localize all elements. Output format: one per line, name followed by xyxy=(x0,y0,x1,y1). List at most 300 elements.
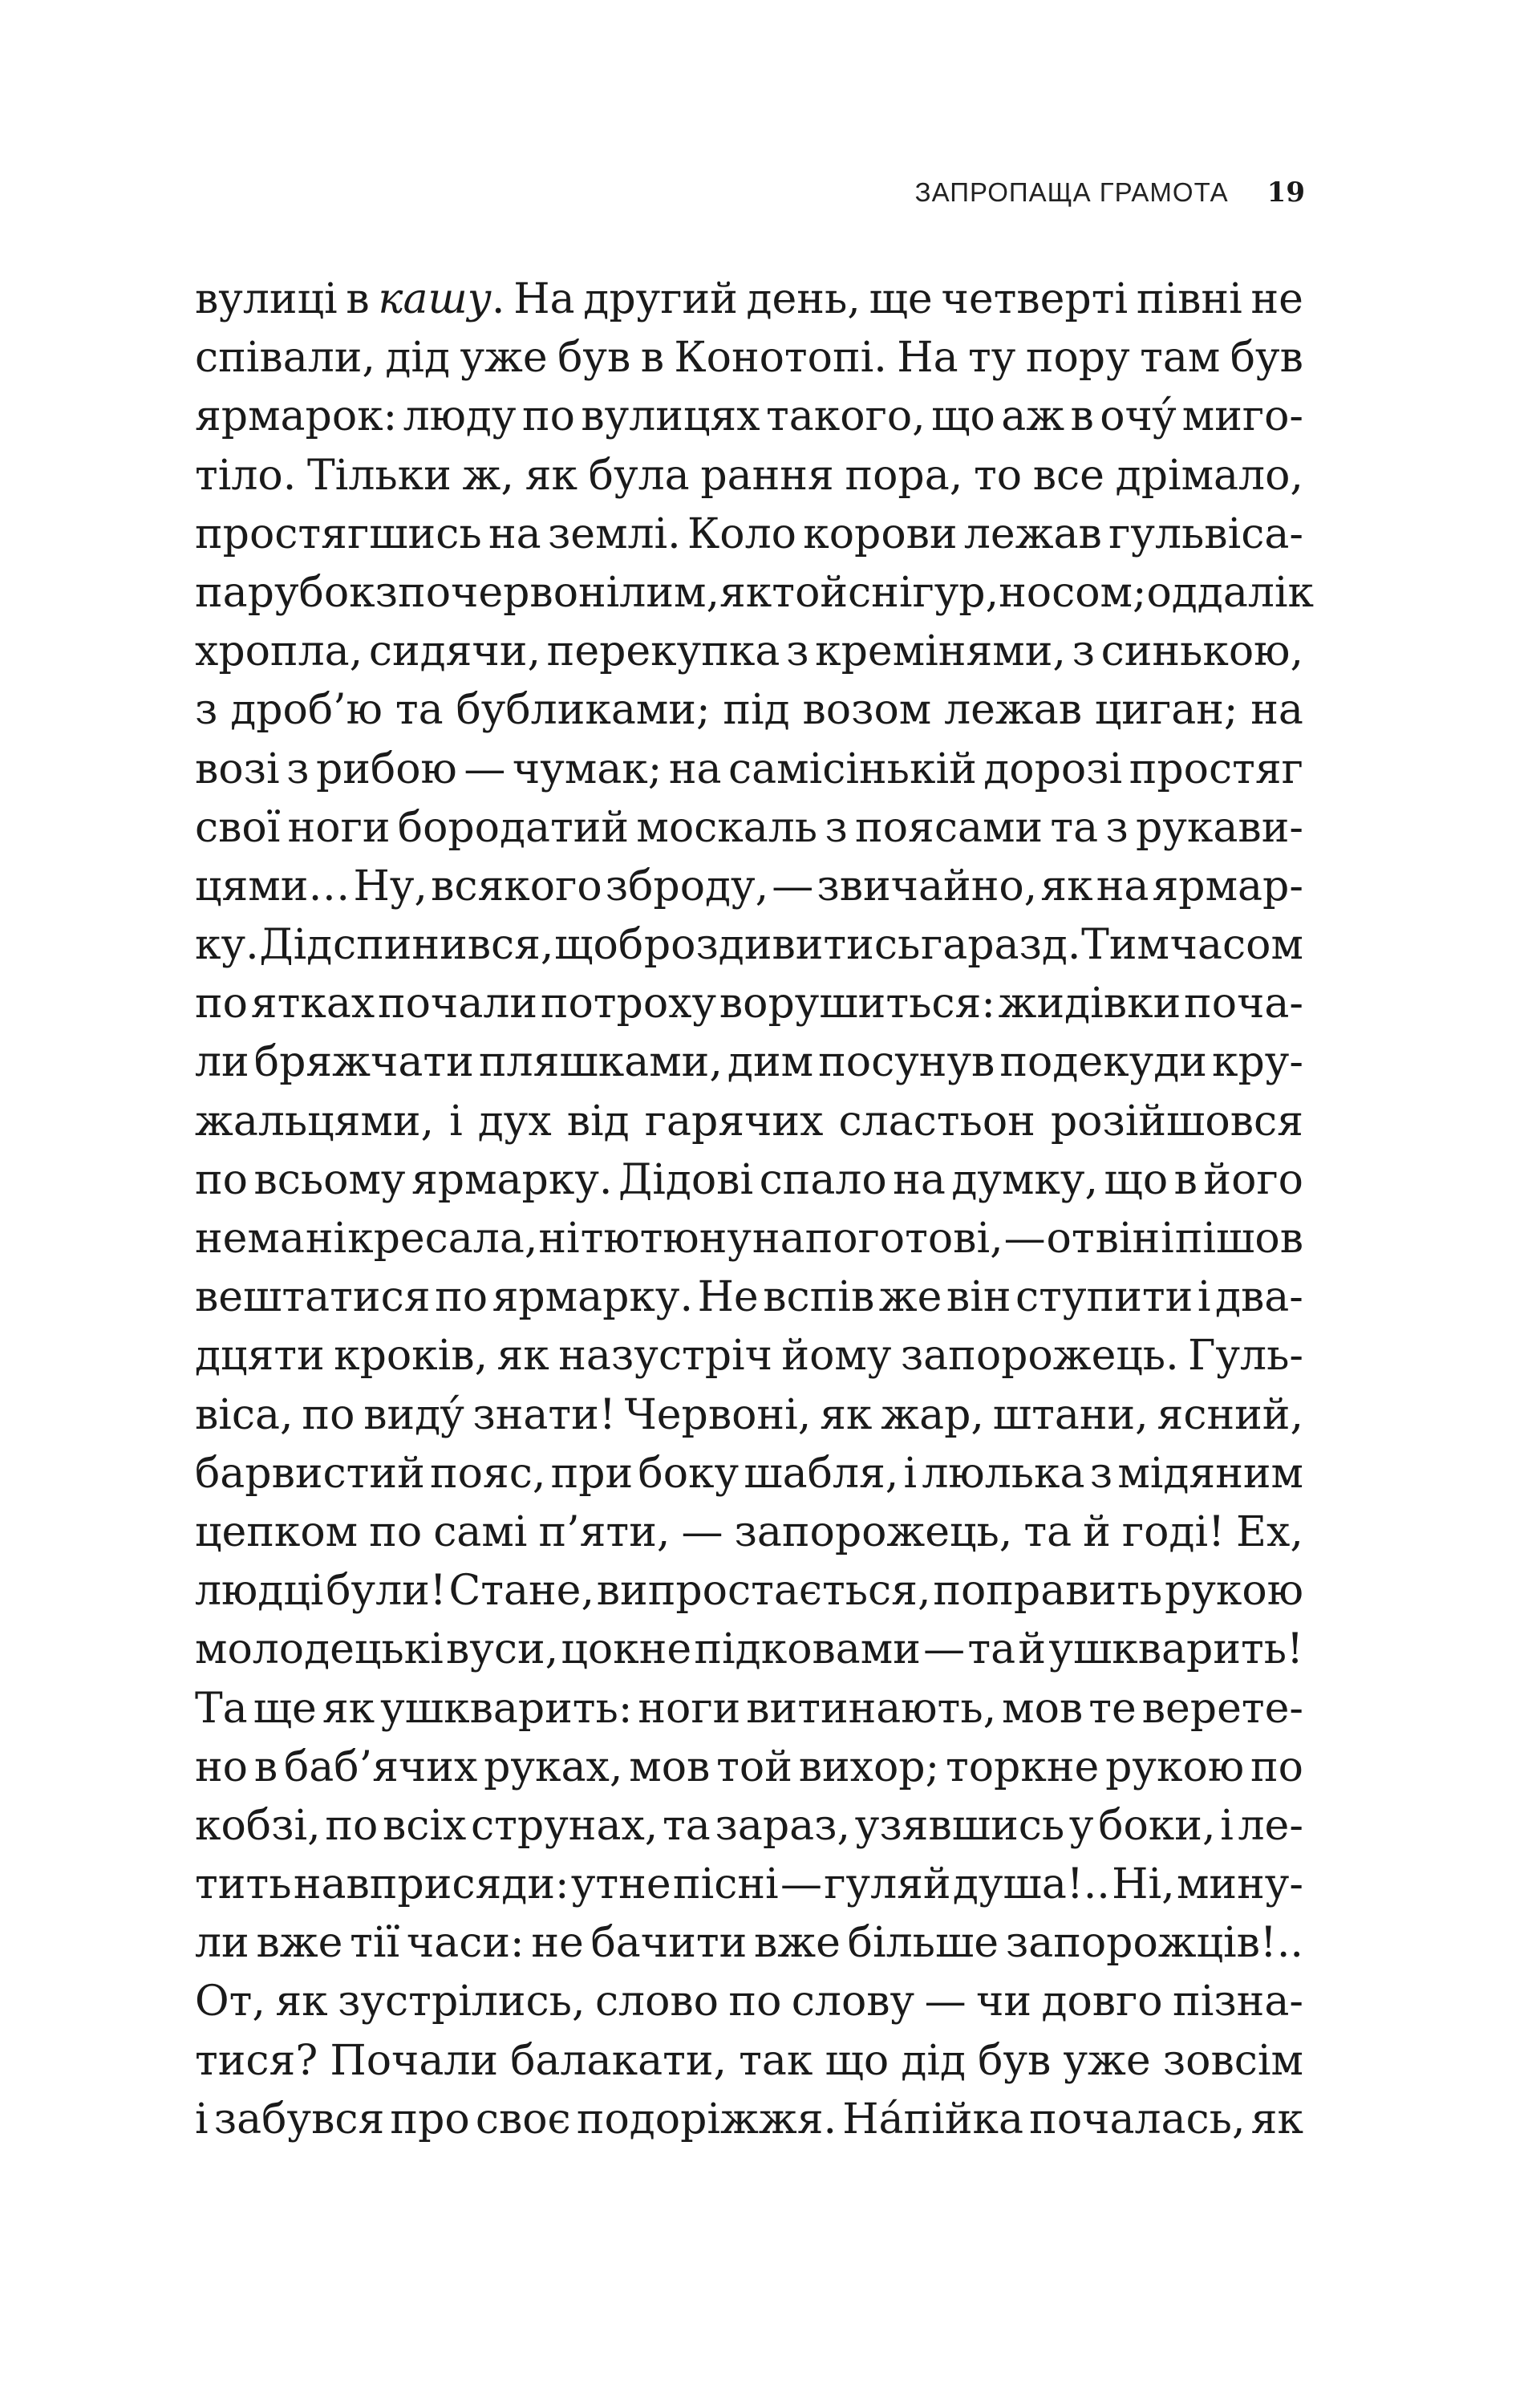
word: віса, xyxy=(195,1390,294,1439)
word: були! xyxy=(326,1567,447,1616)
word: Червоні, xyxy=(624,1390,812,1439)
word: людці xyxy=(195,1567,324,1616)
text-line xyxy=(195,1738,1303,1797)
word: рукою xyxy=(1105,1742,1245,1791)
word: з xyxy=(1105,803,1129,852)
word: ноги xyxy=(287,803,391,852)
text-line xyxy=(195,681,1303,740)
word: той xyxy=(716,1742,792,1791)
word: дорозі xyxy=(983,744,1123,793)
text-line xyxy=(195,1445,1303,1503)
word: дід xyxy=(385,334,451,383)
word: струнах, xyxy=(471,1801,659,1850)
word: ятках xyxy=(250,980,375,1028)
word: і xyxy=(195,2095,209,2144)
word: Коло xyxy=(687,509,796,558)
word: слову xyxy=(791,1977,915,2026)
word: снігур, xyxy=(848,568,999,617)
word: вспів xyxy=(763,1273,875,1322)
word: жальцями, xyxy=(195,1097,435,1146)
word: пізна- xyxy=(1173,1977,1303,2026)
word: два- xyxy=(1215,1273,1303,1322)
word: про xyxy=(390,2095,470,2144)
word: навприсяди: xyxy=(293,1860,569,1909)
text-line xyxy=(195,1620,1303,1679)
word: з xyxy=(825,803,848,852)
text-line xyxy=(195,1914,1303,1973)
text-line xyxy=(195,564,1314,623)
word: уже xyxy=(1063,2036,1151,2085)
word: мов xyxy=(1002,1684,1084,1733)
word: і xyxy=(1197,1273,1211,1322)
word: бубликами; xyxy=(456,686,711,735)
word: його xyxy=(1203,1155,1303,1204)
text-line xyxy=(195,1856,1303,1914)
text-line xyxy=(195,1386,1303,1445)
word: возі xyxy=(195,744,280,793)
word: баб’ячих xyxy=(283,1742,478,1791)
word: дух xyxy=(477,1097,552,1146)
word: з xyxy=(375,568,399,617)
word: подекуди xyxy=(999,1038,1207,1087)
word: ворушиться: xyxy=(719,980,995,1028)
word: — xyxy=(924,1977,967,2026)
word: Ех, xyxy=(1236,1507,1303,1556)
word: гуляй xyxy=(824,1860,951,1909)
word: в xyxy=(253,1742,278,1791)
word: гульвіса- xyxy=(1108,509,1303,558)
body-text xyxy=(195,270,1314,2149)
word: під xyxy=(723,686,790,735)
word: півні xyxy=(1136,275,1242,323)
word: що xyxy=(825,2036,890,2085)
word: роздивитись xyxy=(643,921,921,970)
word: миго- xyxy=(1181,392,1303,441)
word: зовсім xyxy=(1162,2036,1303,2085)
word: ще xyxy=(253,1684,317,1733)
word: видý xyxy=(363,1390,464,1439)
word: От, xyxy=(195,1977,265,2026)
word: на xyxy=(1096,862,1149,911)
word: ли xyxy=(195,1038,249,1087)
text-line xyxy=(195,799,1303,858)
word: мідяним xyxy=(1117,1449,1303,1498)
text-line xyxy=(195,447,1303,505)
word: той xyxy=(772,568,849,617)
word: но xyxy=(195,1742,248,1791)
word: парубок xyxy=(195,568,375,617)
word: кроків, xyxy=(334,1332,488,1381)
text-line xyxy=(195,1210,1303,1268)
word: цями… xyxy=(195,862,351,911)
word: бородатий xyxy=(397,803,630,852)
word: знати! xyxy=(472,1390,616,1439)
word: — xyxy=(1003,1215,1046,1263)
word: вештатися xyxy=(195,1273,431,1322)
word: балакати, xyxy=(510,2036,727,2085)
word: нема xyxy=(195,1215,305,1263)
word: як xyxy=(275,1977,328,2026)
word: й xyxy=(1018,1625,1047,1674)
word: ступити xyxy=(1015,1273,1194,1322)
word: ярмарок: xyxy=(195,392,398,441)
word: потроху xyxy=(540,980,717,1028)
word: день, xyxy=(746,275,861,323)
word: що xyxy=(931,392,995,441)
word: на xyxy=(1250,686,1303,735)
text-line xyxy=(195,387,1303,446)
word: землі. xyxy=(547,509,681,558)
word: ясний, xyxy=(1157,1390,1303,1439)
word: Дідові xyxy=(618,1155,754,1204)
word: чумак; xyxy=(512,744,663,793)
word: гарячих xyxy=(644,1097,824,1146)
word: він xyxy=(946,1273,1011,1322)
word: — xyxy=(464,744,506,793)
word: не xyxy=(1250,275,1303,323)
word: мину- xyxy=(1176,1860,1303,1909)
text-line xyxy=(195,916,1303,975)
word: ту xyxy=(968,334,1016,383)
text-line xyxy=(195,1093,1303,1151)
word: та xyxy=(663,1801,711,1850)
word: і xyxy=(1220,1801,1234,1850)
word: там xyxy=(1140,334,1221,383)
word: з xyxy=(786,627,809,676)
word: на xyxy=(488,509,541,558)
word: вулицях xyxy=(581,392,760,441)
word: узявшись xyxy=(854,1801,1065,1850)
word: по xyxy=(369,1507,423,1556)
word: все xyxy=(1032,451,1104,500)
word: підковами xyxy=(694,1625,921,1674)
text-line xyxy=(195,329,1303,387)
word: простягшись xyxy=(195,509,482,558)
word: почалась, xyxy=(1029,2095,1246,2144)
word: думку, xyxy=(951,1155,1099,1204)
word: розійшовся xyxy=(1050,1097,1303,1146)
word: перекупка xyxy=(546,627,780,676)
word: подоріжжя. xyxy=(576,2095,837,2144)
word: самісінькій xyxy=(728,744,977,793)
word: поча- xyxy=(1184,980,1303,1028)
word: четверті xyxy=(941,275,1129,323)
word: вулиці xyxy=(195,275,338,323)
word: Ні, xyxy=(1112,1860,1175,1909)
text-line xyxy=(195,623,1303,681)
word: бряжчати xyxy=(253,1038,474,1087)
text-line xyxy=(195,1033,1303,1092)
text-line xyxy=(195,1503,1303,1562)
word: ку. xyxy=(195,921,259,970)
word: Та xyxy=(195,1684,248,1733)
word: як xyxy=(525,451,578,500)
text-line xyxy=(195,858,1303,916)
word: що xyxy=(1104,1155,1169,1204)
word: почали xyxy=(377,980,538,1028)
word: Тим xyxy=(1081,921,1169,970)
word: — xyxy=(780,1860,822,1909)
word: як xyxy=(1040,862,1093,911)
word: поправить xyxy=(933,1567,1163,1616)
text-line xyxy=(195,1327,1303,1385)
word: кашу. xyxy=(378,275,505,323)
word: всіх xyxy=(382,1801,467,1850)
word: свої xyxy=(195,803,281,852)
word: та xyxy=(1023,1507,1072,1556)
text-line xyxy=(195,1797,1303,1856)
word: був xyxy=(557,334,631,383)
word: боки, xyxy=(1098,1801,1216,1850)
word: ушкварить! xyxy=(1048,1625,1303,1674)
word: гаразд. xyxy=(920,921,1081,970)
word: був xyxy=(1230,334,1303,383)
word: Ну, xyxy=(353,862,428,911)
word: пора, xyxy=(845,451,963,500)
text-line xyxy=(195,2032,1303,2091)
word: ж, xyxy=(462,451,514,500)
word: часом xyxy=(1169,921,1303,970)
word: годі! xyxy=(1121,1507,1225,1556)
word: Конотопі. xyxy=(674,334,887,383)
word: пору xyxy=(1025,334,1130,383)
word: пояс, xyxy=(429,1449,546,1498)
word: чи xyxy=(975,1977,1032,2026)
word: більше xyxy=(847,1919,999,1968)
word: другий xyxy=(583,275,738,323)
word: же xyxy=(878,1273,942,1322)
word: тися? xyxy=(195,2036,318,2085)
word: зараз, xyxy=(715,1801,851,1850)
word: вуси, xyxy=(446,1625,559,1674)
word: верете- xyxy=(1141,1684,1303,1733)
word: по xyxy=(521,392,575,441)
word: слово xyxy=(594,1977,719,2026)
word: лежав xyxy=(944,686,1082,735)
word: самі xyxy=(433,1507,528,1556)
word: Тільки xyxy=(307,451,452,500)
word: дцяти xyxy=(195,1332,325,1381)
word: Стане, xyxy=(448,1567,594,1616)
word: не xyxy=(531,1919,584,1968)
text-line xyxy=(195,1268,1303,1327)
word: по xyxy=(435,1273,488,1322)
running-title: ЗАПРОПАЩА ГРАМОТА xyxy=(914,177,1229,207)
word: молодецькі xyxy=(195,1625,444,1674)
text-line xyxy=(195,1151,1303,1210)
word: в xyxy=(346,275,370,323)
word: співали, xyxy=(195,334,375,383)
text-line xyxy=(195,1680,1303,1738)
word: довго xyxy=(1041,1977,1163,2026)
word: назустріч xyxy=(558,1332,773,1381)
word: вже xyxy=(754,1919,841,1968)
word: кобзі, xyxy=(195,1801,321,1850)
word: уже xyxy=(460,334,548,383)
word: простяг xyxy=(1129,744,1303,793)
word: витинають, xyxy=(746,1684,997,1733)
word: в xyxy=(640,334,664,383)
word: дроб’ю xyxy=(230,686,383,735)
word: поясами xyxy=(855,803,1044,852)
page-number: 19 xyxy=(1266,176,1305,209)
word: боку xyxy=(638,1449,740,1498)
word: тить xyxy=(195,1860,292,1909)
text-line xyxy=(195,2091,1303,2149)
word: запорожець. xyxy=(900,1332,1179,1381)
word: рукою xyxy=(1165,1567,1303,1616)
word: з xyxy=(1072,627,1095,676)
word: синькою, xyxy=(1100,627,1303,676)
word: шабля, xyxy=(744,1449,899,1498)
word: Дід xyxy=(259,921,333,970)
word: рання xyxy=(700,451,834,500)
word: з xyxy=(195,686,218,735)
word: часи: xyxy=(406,1919,525,1968)
word: була xyxy=(588,451,690,500)
word: почервонілим, xyxy=(398,568,719,617)
word: як xyxy=(322,1684,375,1733)
word: пісні xyxy=(672,1860,779,1909)
word: і xyxy=(903,1449,918,1498)
word: ноги xyxy=(638,1684,741,1733)
word: так xyxy=(739,2036,813,2085)
text-line xyxy=(195,975,1303,1033)
word: п’яти, xyxy=(538,1507,671,1556)
word: кру- xyxy=(1211,1038,1303,1087)
word: та xyxy=(967,1625,1016,1674)
word: — xyxy=(772,862,814,911)
word: по xyxy=(195,1155,248,1204)
word: сидячи, xyxy=(368,627,541,676)
word: своє xyxy=(475,2095,571,2144)
word: від xyxy=(566,1097,630,1146)
word: такого, xyxy=(766,392,926,441)
word: жидівки xyxy=(998,980,1181,1028)
word: дрімало, xyxy=(1115,451,1303,500)
word: рибою xyxy=(315,744,457,793)
word: дід xyxy=(901,2036,967,2085)
word: циган; xyxy=(1094,686,1238,735)
word: спало xyxy=(759,1155,887,1204)
word: ушкварить: xyxy=(380,1684,633,1733)
word: тіло. xyxy=(195,451,297,500)
word: зустрілись, xyxy=(338,1977,586,2026)
word: сластьон xyxy=(838,1097,1035,1146)
word: На xyxy=(897,334,958,383)
word: посунув xyxy=(818,1038,995,1087)
word: ярмарку. xyxy=(492,1273,694,1322)
word: люду xyxy=(403,392,517,441)
word: ярмар- xyxy=(1152,862,1303,911)
word: тютюну xyxy=(580,1215,752,1263)
word: мов xyxy=(629,1742,711,1791)
word: штани, xyxy=(992,1390,1149,1439)
word: рукави- xyxy=(1136,803,1303,852)
word: ле- xyxy=(1238,1801,1303,1850)
word: по xyxy=(1250,1742,1303,1791)
word: напоготові, xyxy=(752,1215,1003,1263)
word: по xyxy=(325,1801,379,1850)
word: то xyxy=(973,451,1023,500)
word: дим xyxy=(727,1038,814,1087)
word: запорожців!.. xyxy=(1005,1919,1303,1968)
word: москаль xyxy=(636,803,818,852)
word: вже xyxy=(256,1919,343,1968)
word: всякого xyxy=(431,862,602,911)
word: і xyxy=(449,1097,463,1146)
word: й xyxy=(1083,1507,1111,1556)
word: цепком xyxy=(195,1507,359,1556)
word: корови xyxy=(803,509,958,558)
word: оддалік xyxy=(1146,568,1314,617)
word: — xyxy=(923,1625,966,1674)
word: як xyxy=(496,1332,549,1381)
word: бачити xyxy=(590,1919,748,1968)
word: щоб xyxy=(554,921,644,970)
word: пляшками, xyxy=(478,1038,723,1087)
word: возом xyxy=(802,686,932,735)
word: кремінями, xyxy=(815,627,1066,676)
word: був xyxy=(978,2036,1052,2085)
word: вихор; xyxy=(798,1742,940,1791)
word: Почали xyxy=(330,2036,499,2085)
word: на xyxy=(668,744,722,793)
word: на xyxy=(893,1155,946,1204)
word: йому xyxy=(781,1332,892,1381)
text-line xyxy=(195,270,1303,329)
word: душа!.. xyxy=(952,1860,1110,1909)
word: лежав xyxy=(963,509,1102,558)
word: забувся xyxy=(213,2095,385,2144)
word: жар, xyxy=(881,1390,984,1439)
word: На́пійка xyxy=(842,2095,1024,2144)
word: в xyxy=(1173,1155,1198,1204)
text-line xyxy=(195,505,1303,564)
word: утне xyxy=(570,1860,671,1909)
word: при xyxy=(550,1449,634,1498)
word: ні xyxy=(305,1215,347,1263)
word: руках, xyxy=(484,1742,623,1791)
word: тії xyxy=(350,1919,400,1968)
word: — xyxy=(681,1507,723,1556)
word: зброду, xyxy=(605,862,769,911)
word: в xyxy=(1070,392,1094,441)
word: аж xyxy=(1001,392,1065,441)
word: ярмарку. xyxy=(411,1155,613,1204)
word: він xyxy=(1095,1215,1161,1263)
word: як xyxy=(820,1390,873,1439)
text-line xyxy=(195,1973,1303,2031)
word: та xyxy=(1050,803,1099,852)
word: з xyxy=(286,744,310,793)
word: очý xyxy=(1100,392,1177,441)
word: запорожець, xyxy=(734,1507,1013,1556)
word: Не xyxy=(697,1273,759,1322)
word: спинився, xyxy=(332,921,554,970)
text-line xyxy=(195,740,1303,799)
word: от xyxy=(1046,1215,1095,1263)
word: всьому xyxy=(253,1155,406,1204)
word: торкне xyxy=(945,1742,1100,1791)
word: те xyxy=(1088,1684,1137,1733)
word: по xyxy=(195,980,248,1028)
word: люлька xyxy=(922,1449,1085,1498)
word: і xyxy=(1161,1215,1174,1263)
word: по xyxy=(728,1977,782,2026)
word: барвистий xyxy=(195,1449,425,1498)
word: кресала, xyxy=(347,1215,538,1263)
